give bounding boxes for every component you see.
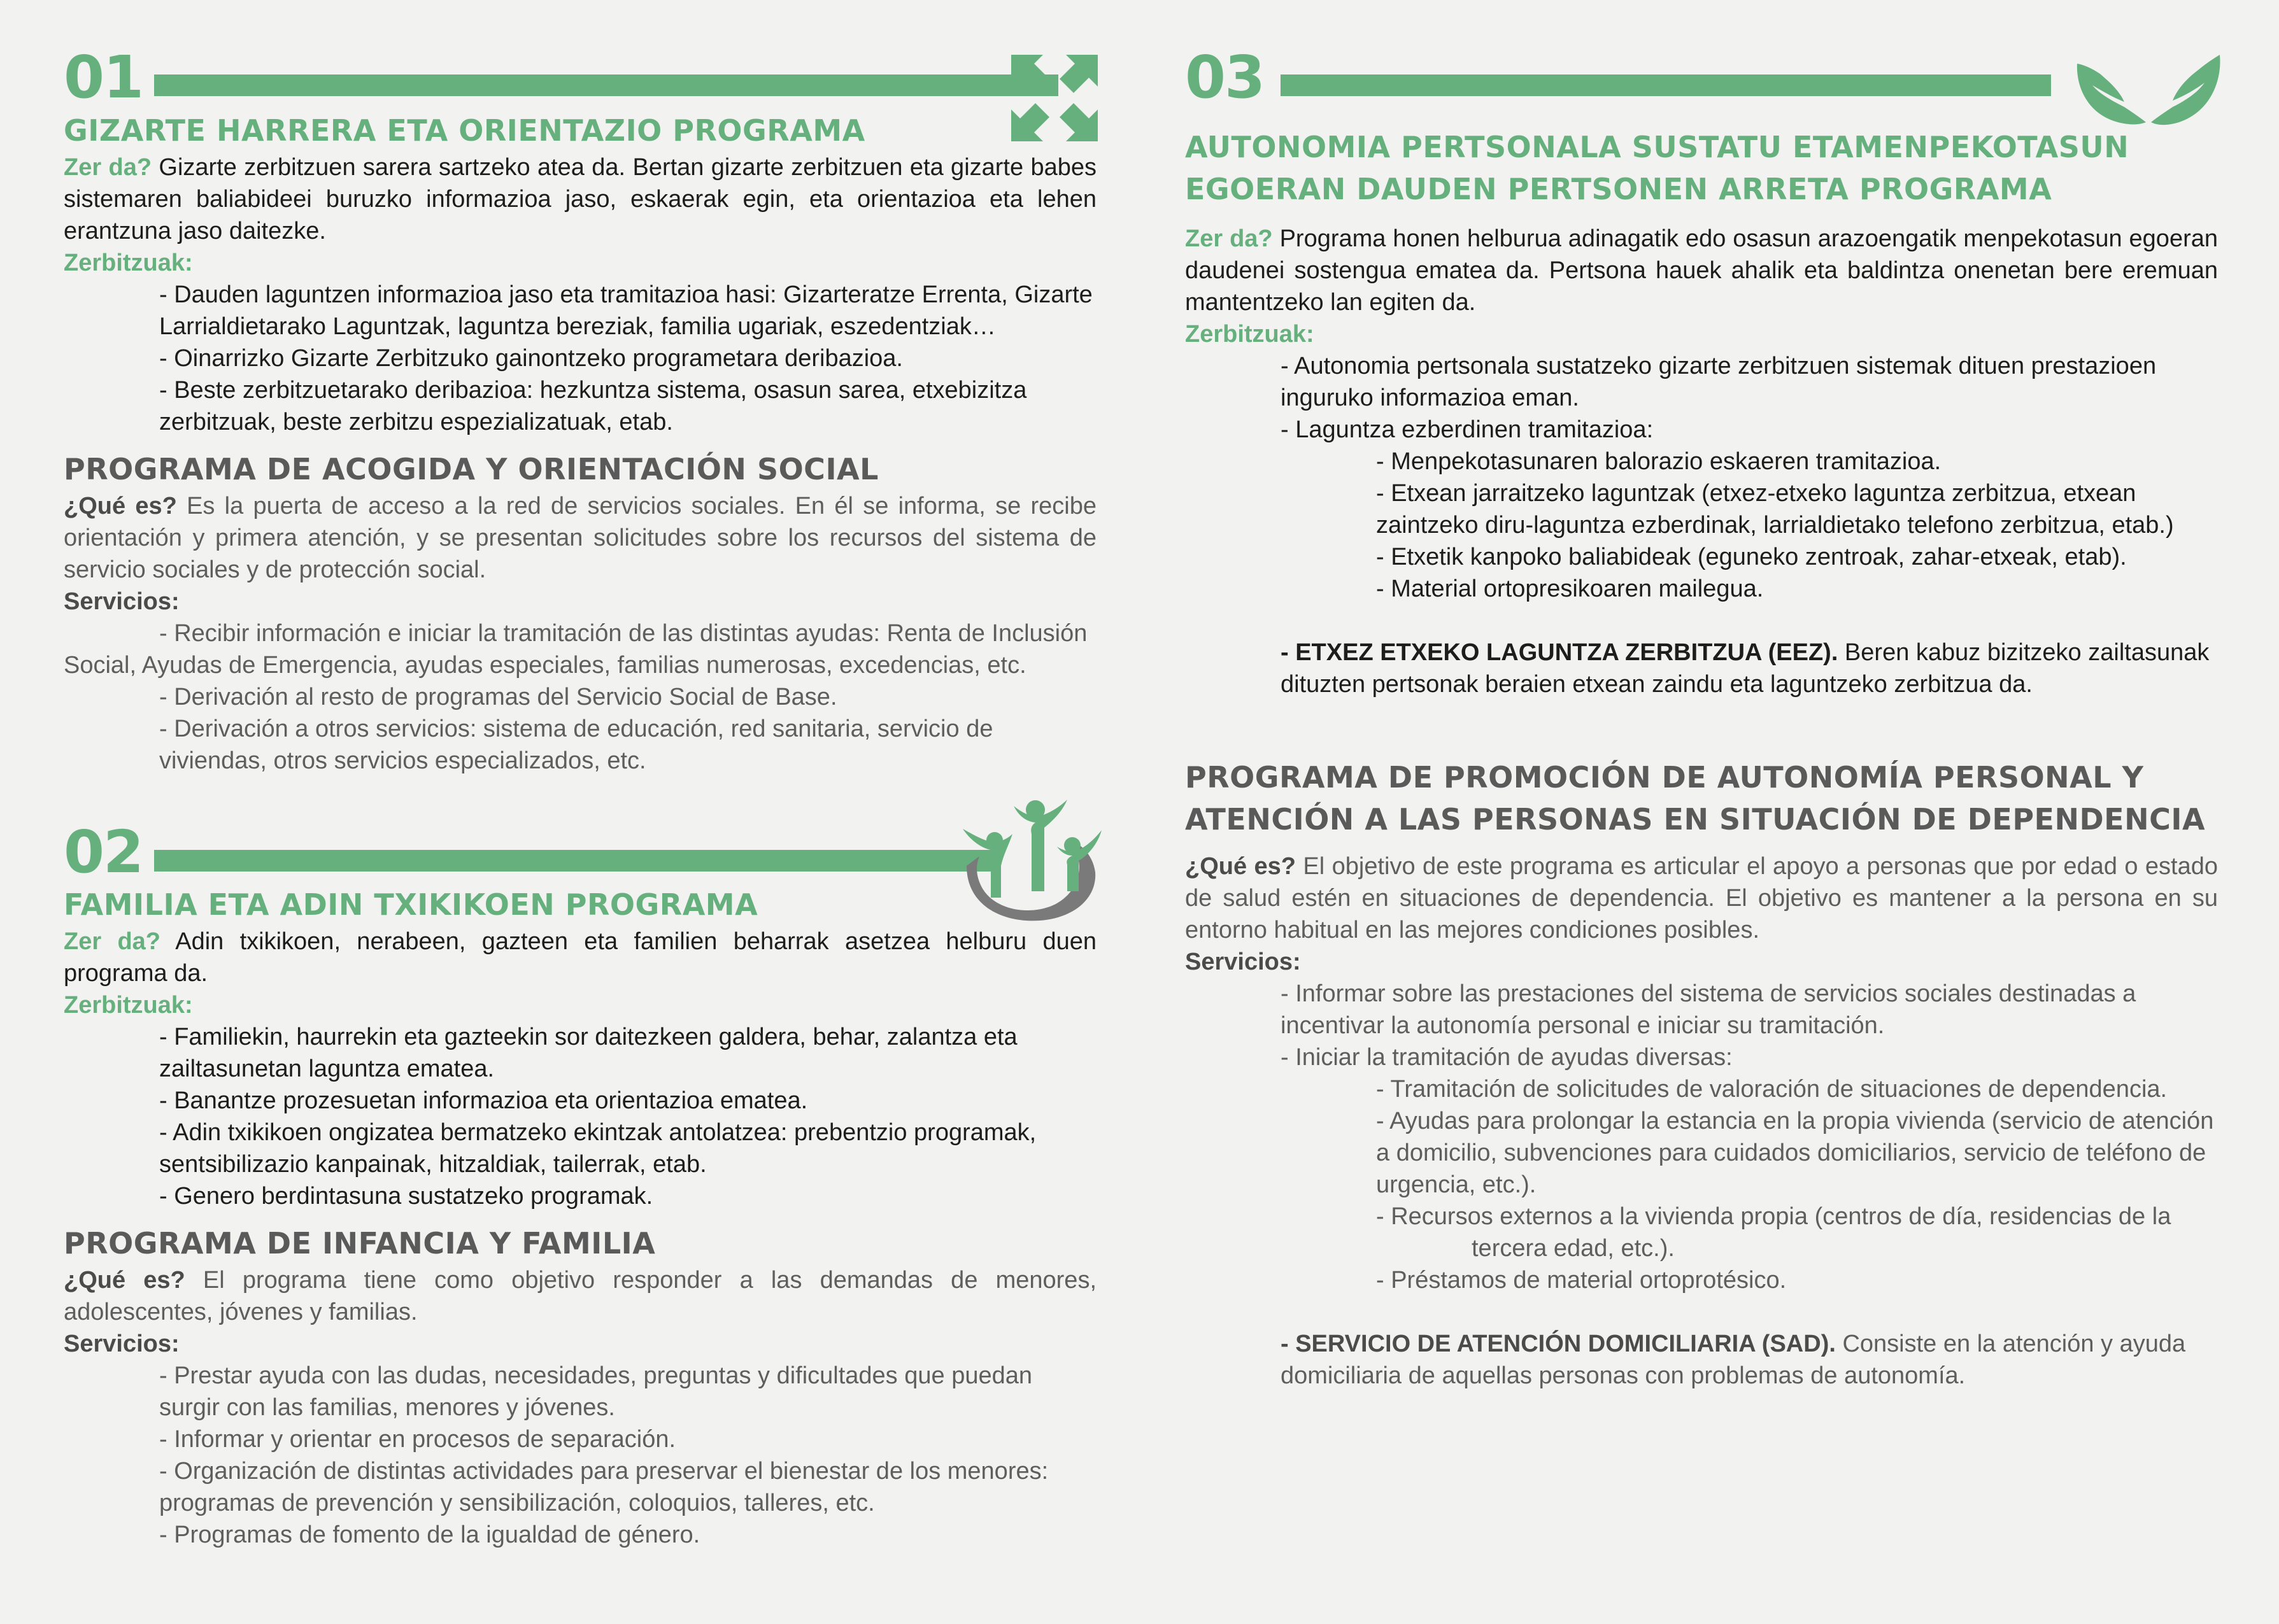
- list-item: - Ayudas para prolongar la estancia en la propia vivienda (servicio de atención a domicilio, subvenciones para cuidados domiciliarios, servicio de teléfono de urgencia, etc.).: [1376, 1108, 2214, 1198]
- services-label-es-01: Servicios:: [64, 588, 180, 615]
- what-paragraph-es-02: [64, 1264, 1097, 1328]
- title-es-01: PROGRAMA DE ACOGIDA Y ORIENTACIÓN SOCIAL: [64, 452, 879, 486]
- list-item: - Menpekotasunaren balorazio eskaeren tramitazioa.: [1376, 448, 1942, 475]
- list-item: - Iniciar la tramitación de ayudas diversas:: [1281, 1044, 1733, 1071]
- section-bar-02: [154, 850, 1001, 872]
- services-list-eu-03: [1185, 350, 2218, 446]
- services-label-eu-01: Zerbitzuak:: [64, 250, 193, 276]
- list-item: - Dauden laguntzen informazioa jaso eta tramitazioa hasi: Gizarteratze Errenta, Gizarte Larrialdietarako Laguntzak, laguntza bereziak, familia ugariak, eszedentziak…: [159, 281, 1093, 340]
- services-list-es-03: [1185, 978, 2218, 1073]
- list-item: - Banantze prozesuetan informazioa eta orientazioa ematea.: [159, 1087, 808, 1114]
- list-item: - Programas de fomento de la igualdad de género.: [159, 1522, 700, 1548]
- section-bar-03: [1281, 74, 2051, 96]
- what-paragraph-es-01: [64, 490, 1097, 586]
- what-text: Es la puerta de acceso a la red de servicios sociales. En él se informa, se recibe orientación y primera atención, y se presentan solicitudes sobre los recursos del sistema de servicio sociales y de protección social.: [64, 493, 1097, 583]
- sad-paragraph: [1185, 1328, 2218, 1392]
- title-es-03: [1185, 756, 2218, 840]
- what-text: Programa honen helburua adinagatik edo osasun arazoengatik menpekotasun egoeran daudenei sostengua ematea da. Pertsona hauek ahalik eta baldintza onenetan bere eremuan mantentzeko lan egiten da.: [1185, 225, 2219, 316]
- title-eu-01: GIZARTE HARRERA ETA ORIENTAZIO PROGRAMA: [64, 113, 865, 148]
- list-item: - Familiekin, haurrekin eta gazteekin sor daitezkeen galdera, behar, zalantza eta zailtasunetan laguntza ematea.: [159, 1024, 1018, 1082]
- eez-paragraph: [1185, 637, 2218, 700]
- section-number-01: 01: [64, 43, 143, 111]
- list-item: - Prestar ayuda con las dudas, necesidades, preguntas y dificultades que puedan surgir con las familias, menores y jóvenes.: [159, 1362, 1033, 1421]
- what-label: ¿Qué es?: [64, 1267, 185, 1294]
- list-item: - Derivación al resto de programas del Servicio Social de Base.: [159, 684, 837, 710]
- what-label: ¿Qué es?: [1185, 853, 1296, 880]
- title-es-02: PROGRAMA DE INFANCIA Y FAMILIA: [64, 1226, 656, 1260]
- what-text: El objetivo de este programa es articular el apoyo a personas que por edad o estado de salud estén en situaciones de dependencia. El objetivo es mantener a la persona en su entorno habitual en las mejores condiciones posibles.: [1185, 853, 2218, 943]
- list-item: - Tramitación de solicitudes de valoración de situaciones de dependencia.: [1376, 1076, 2168, 1103]
- list-item: - Préstamos de material ortoprotésico.: [1376, 1267, 1787, 1294]
- what-label: Zer da?: [64, 154, 152, 181]
- title-line-1: AUTONOMIA PERTSONALA SUSTATU ETAMENPEKOTASUN: [1185, 130, 2129, 164]
- section-03-body: [1185, 126, 2218, 1392]
- list-item: - Recibir información e iniciar la tramitación de las distintas ayudas: Renta de Inclusión Social, Ayudas de Emergencia, ayudas especiales, familias numerosas, excedencias, etc.: [64, 620, 1088, 679]
- what-paragraph-es-03: [1185, 851, 2218, 946]
- title-line-2: EGOERAN DAUDEN PERTSONEN ARRETA PROGRAMA: [1185, 172, 2052, 206]
- services-label-es-02: Servicios:: [64, 1331, 180, 1357]
- title-line-2: ATENCIÓN A LAS PERSONAS EN SITUACIÓN DE DEPENDENCIA: [1185, 802, 2206, 837]
- hands-icon: [2073, 51, 2224, 132]
- sad-label: - SERVICIO DE ATENCIÓN DOMICILIARIA (SAD).: [1281, 1331, 1836, 1357]
- list-item: - Informar sobre las prestaciones del sistema de servicios sociales destinadas a incentivar la autonomía personal e iniciar su tramitación.: [1281, 980, 2136, 1039]
- what-label: Zer da?: [64, 928, 161, 955]
- what-paragraph-eu-02: [64, 926, 1097, 989]
- services-list-es-01: [64, 681, 1097, 777]
- list-item: - Laguntza ezberdinen tramitazioa:: [1281, 416, 1654, 443]
- services-sublist-es-03: [1185, 1073, 2218, 1296]
- what-label: Zer da?: [1185, 225, 1273, 252]
- list-item: - Etxean jarraitzeko laguntzak (etxez-etxeko laguntza zerbitzua, etxean zaintzeko diru-laguntza ezberdinak, larrialdietako telefono zerbitzua, etab.): [1376, 480, 2174, 539]
- list-item: - Genero berdintasuna sustatzeko programak.: [159, 1183, 653, 1210]
- sad-text: Consiste en la atención y ayuda domiciliaria de aquellas personas con problemas de autonomía.: [1281, 1331, 2186, 1389]
- section-01-body: [64, 109, 1097, 777]
- list-item: - Adin txikikoen ongizatea bermatzeko ekintzak antolatzea: prebentzio programak, sentsibilizazio kanpainak, hitzaldiak, tailerrak, etab.: [159, 1119, 1037, 1178]
- list-item: - Derivación a otros servicios: sistema de educación, red sanitaria, servicio de viviendas, otros servicios especializados, etc.: [159, 716, 993, 774]
- list-item: - Recursos externos a la vivienda propia (centros de día, residencias de la: [1376, 1203, 2171, 1230]
- list-item: - Material ortopresikoaren mailegua.: [1376, 575, 1764, 602]
- services-label-eu-02: Zerbitzuak:: [64, 992, 193, 1019]
- list-item: - Informar y orientar en procesos de separación.: [159, 1426, 676, 1453]
- services-list-es-02: [64, 1360, 1097, 1551]
- section-bar-01: [154, 74, 1058, 96]
- what-label: ¿Qué es?: [64, 493, 177, 519]
- section-number-02: 02: [64, 818, 143, 886]
- section-number-03: 03: [1185, 43, 1265, 111]
- services-label-eu-03: Zerbitzuak:: [1185, 321, 1314, 348]
- list-item: - Etxetik kanpoko baliabideak (eguneko zentroak, zahar-etxeak, etab).: [1376, 544, 2127, 570]
- what-text: El programa tiene como objetivo responder a las demandas de menores, adolescentes, jóvenes y familias.: [64, 1267, 1097, 1325]
- what-text: Gizarte zerbitzuen sarera sartzeko atea da. Bertan gizarte zerbitzuen eta gizarte babes sistemaren baliabideei buruzko informazioa jaso, eskaerak egin, eta orientazioa eta lehen erantzuna jaso daitezke.: [64, 154, 1097, 244]
- list-item: - Organización de distintas actividades para preservar el bienestar de los menores: programas de prevención y sensibilización, coloquios, talleres, etc.: [159, 1458, 1049, 1516]
- eez-label: - ETXEZ ETXEKO LAGUNTZA ZERBITZUA (EEZ).: [1281, 639, 1838, 666]
- list-item: - Oinarrizko Gizarte Zerbitzuko gainontzeko programetara deribazioa.: [159, 345, 903, 372]
- title-eu-03: [1185, 126, 2218, 210]
- section-02-body: [64, 884, 1097, 1551]
- eez-text: Beren kabuz bizitzeko zailtasunak dituzten pertsonak beraien etxean zaindu eta laguntzeko zerbitzua da.: [1281, 639, 2210, 698]
- list-item: - Beste zerbitzuetarako deribazioa: hezkuntza sistema, osasun sarea, etxebizitza zerbitzuak, beste zerbitzu espezializatuak, etab.: [159, 377, 1027, 435]
- title-eu-02: FAMILIA ETA ADIN TXIKIKOEN PROGRAMA: [64, 887, 758, 922]
- what-text: Adin txikikoen, nerabeen, gazteen eta familien beharrak asetzea helburu duen programa da.: [64, 928, 1097, 987]
- list-item: tercera edad, etc.).: [1472, 1235, 1675, 1262]
- services-label-es-03: Servicios:: [1185, 949, 1301, 975]
- services-list-eu-01: [64, 279, 1097, 438]
- what-paragraph-eu-03: [1185, 223, 2218, 318]
- what-paragraph-eu-01: [64, 152, 1097, 247]
- services-list-eu-02: [64, 1021, 1097, 1212]
- title-line-1: PROGRAMA DE PROMOCIÓN DE AUTONOMÍA PERSONAL Y: [1185, 760, 2144, 794]
- list-item: - Autonomia pertsonala sustatzeko gizarte zerbitzuen sistemak dituen prestazioen inguruko informazioa eman.: [1281, 353, 2157, 411]
- services-sublist-eu-03: [1185, 446, 2218, 605]
